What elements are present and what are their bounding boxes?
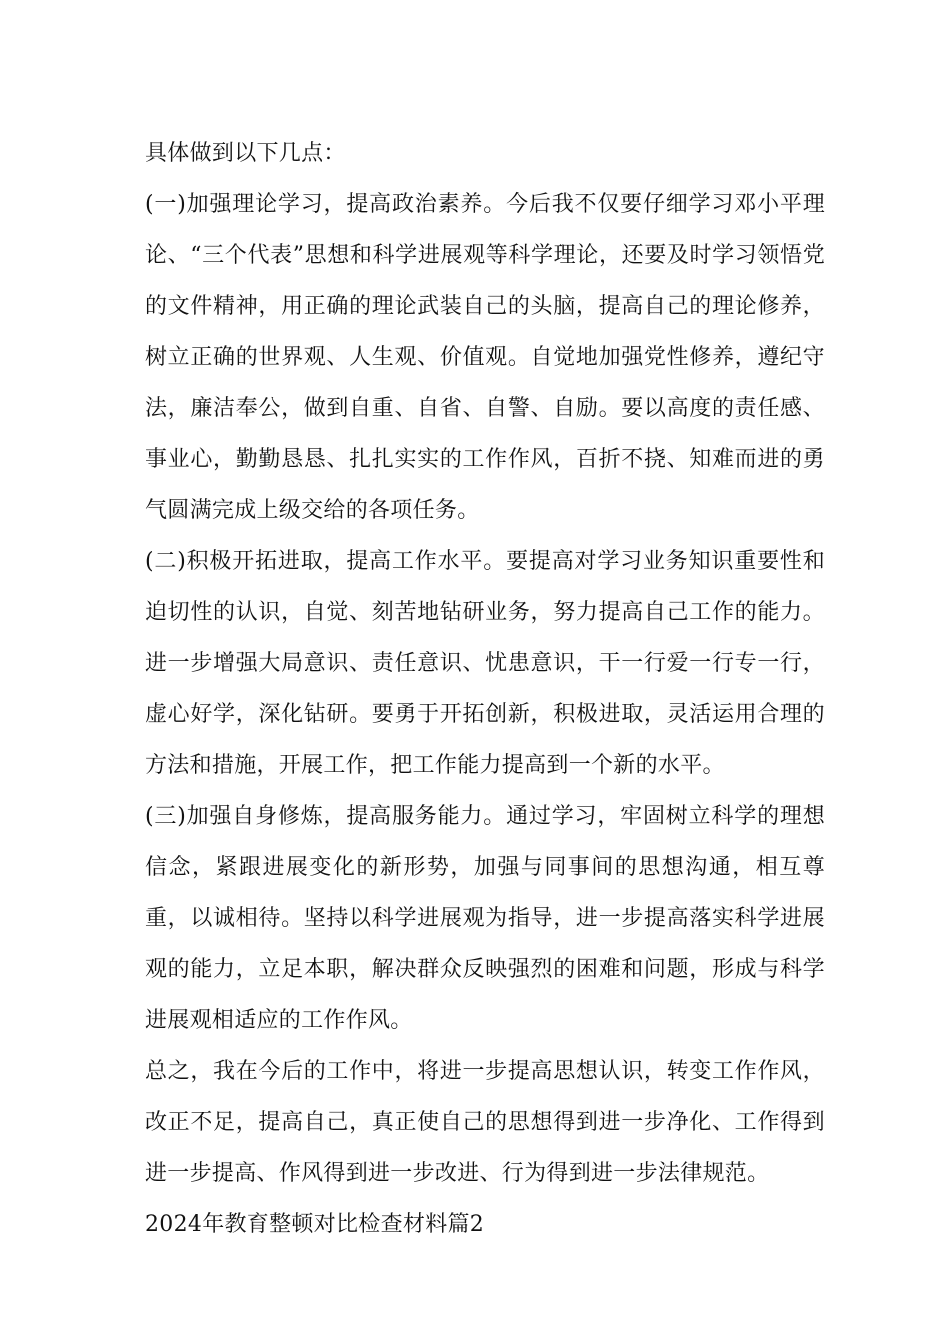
conclusion-paragraph: 总之，我在今后的工作中，将进一步提高思想认识，转变工作作风，改正不足，提高自己，真正使自己的思想得到进一步净化、工作得到进一步提高、作风得到进一步改进、行为得到进一步法律规范。: [145, 1059, 825, 1186]
section-heading: 2024年教育整顿对比检查材料篇2: [145, 1212, 485, 1237]
point-one-paragraph: (一)加强理论学习，提高政治素养。今后我不仅要仔细学习邓小平理论、“三个代表”思想和科学进展观等科学理论，还要及时学习领悟党的文件精神，用正确的理论武装自己的头脑，提高自己的理论修养，树立正确的世界观、人生观、价值观。自觉地加强党性修养，遵纪守法，廉洁奉公，做到自重、自省、自警、自励。要以高度的责任感、事业心，勤勤恳恳、扎扎实实的工作作风，百折不挠、知难而进的勇气圆满完成上级交给的各项任务。: [145, 192, 825, 523]
document-page: [145, 128, 825, 1250]
point-two-paragraph: (二)积极开拓进取，提高工作水平。要提高对学习业务知识重要性和迫切性的认识，自觉、刻苦地钻研业务，努力提高自己工作的能力。进一步增强大局意识、责任意识、忧患意识，干一行爱一行专一行，虚心好学，深化钻研。要勇于开拓创新，积极进取，灵活运用合理的方法和措施，开展工作，把工作能力提高到一个新的水平。: [145, 549, 825, 778]
point-three-paragraph: (三)加强自身修炼，提高服务能力。通过学习，牢固树立科学的理想信念，紧跟进展变化的新形势，加强与同事间的思想沟通，相互尊重，以诚相待。坚持以科学进展观为指导，进一步提高落实科学进展观的能力，立足本职，解决群众反映强烈的困难和问题，形成与科学进展观相适应的工作作风。: [145, 804, 825, 1033]
intro-paragraph: 具体做到以下几点：: [145, 141, 346, 166]
